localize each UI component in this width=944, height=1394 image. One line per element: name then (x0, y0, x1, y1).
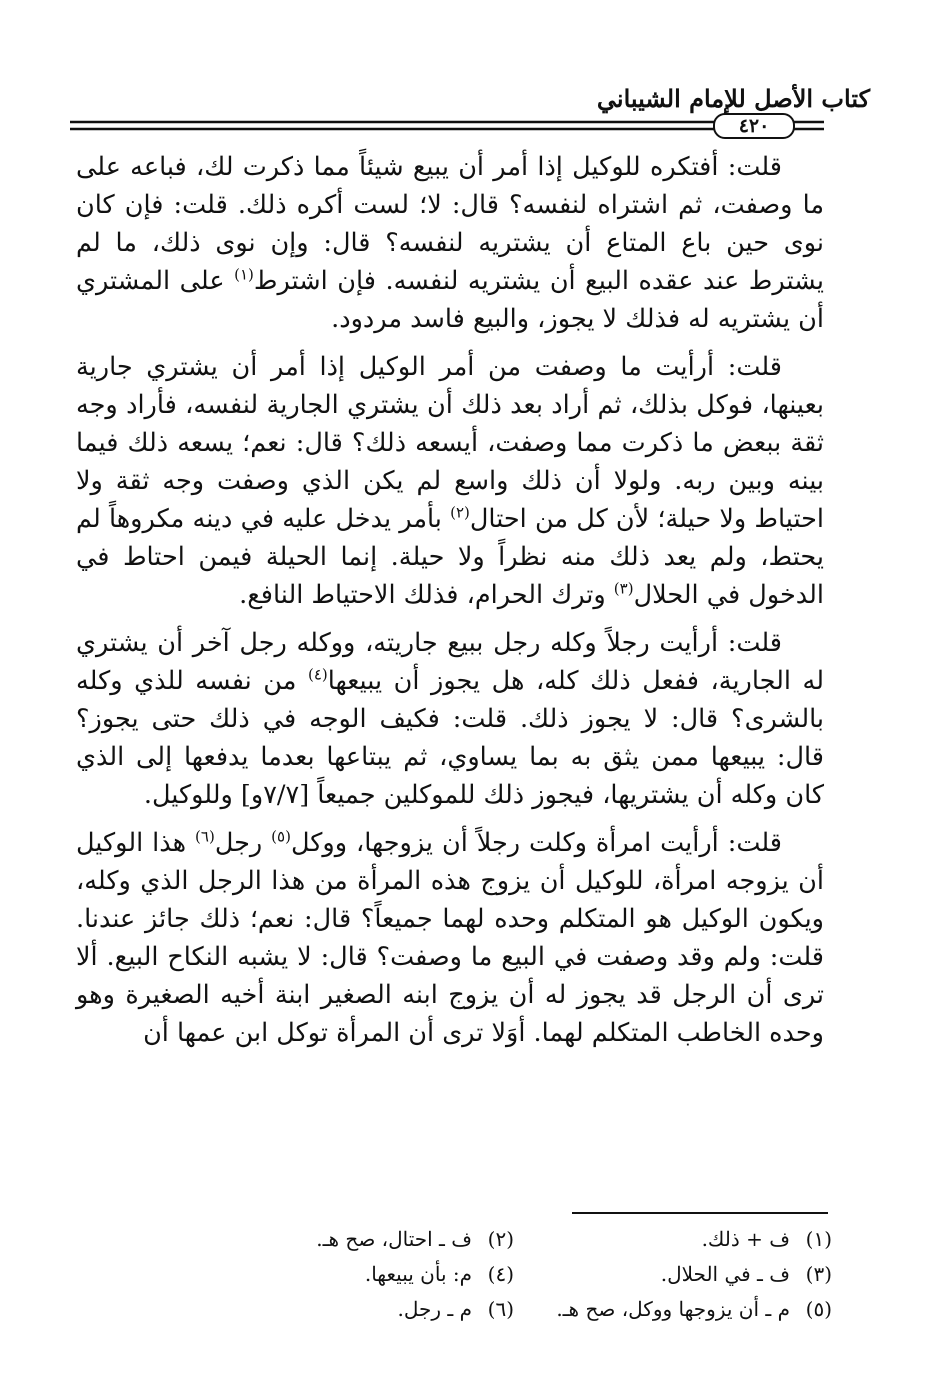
footnote-ref: (٣) (613, 579, 634, 598)
footnote-ref: (١) (234, 265, 254, 284)
footnote: (١)ف + ذلك. (701, 1227, 832, 1251)
footnote-separator (572, 1212, 828, 1214)
footnotes (180, 1222, 836, 1327)
footnote: (٥)م ـ أن يزوجها ووكل، صح هـ. (556, 1297, 832, 1321)
footnote-row (180, 1222, 836, 1257)
footnote-ref: (٢) (450, 503, 470, 522)
page-number: ٤٢٠ (713, 113, 795, 139)
paragraph: قلت: أفتكره للوكيل إذا أمر أن يبيع شيئاً مما ذكرت لك، فباعه على ما وصفت، ثم اشتراه لنفسه؟ قال: لا؛ لست أكره ذلك. قلت: فإن كان نوى حين باع المتاع أن يشتريه لنفسه؟ قال: وإن نوى ذلك، ما لم يشترط عند عقده البيع أن يشتريه لنفسه. فإن اشترط$^{(١)}$ على المشتري أن يشتريه له فذلك لا يجوز، والبيع فاسد مردود. (76, 152, 824, 334)
footnote-ref: (٤) (307, 665, 328, 684)
footnote: (٦)م ـ رجل. (397, 1297, 514, 1321)
footnote: (٣)ف ـ في الحلال. (660, 1262, 832, 1286)
running-header-title: كتاب الأصل للإمام الشيباني (596, 84, 870, 113)
footnote: (٢)ف ـ احتال، صح هـ. (316, 1227, 514, 1251)
footnote-row (180, 1257, 836, 1292)
body-text (76, 148, 824, 1062)
footnote-ref: (٦) (195, 827, 215, 846)
footnote: (٤)م: بأن يبيعها. (364, 1262, 514, 1286)
header-rule (70, 118, 824, 132)
footnote-row (180, 1292, 836, 1327)
paragraph: قلت: أرأيت رجلاً وكله رجل ببيع جاريته، ووكله رجل آخر أن يشتري له الجارية، ففعل ذلك كله، هل يجوز أن يبيعها$^{(٤)}$ من نفسه للذي وكله بالشرى؟ قال: لا يجوز ذلك. قلت: فكيف الوجه في ذلك حتى يجوز؟ قال: يبيعها ممن يثق به بما يساوي، ثم يبتاعها بعدما يدفعها إلى الذي كان وكله أن يشتريها، فيجوز ذلك للموكلين جميعاً [٧/٧و] وللوكيل. (76, 628, 824, 810)
paragraph: قلت: أرأيت امرأة وكلت رجلاً أن يزوجها، ووكل$^{(٥)}$ رجل$^{(٦)}$ هذا الوكيل أن يزوجه امرأة، للوكيل أن يزوج هذه المرأة من هذا الرجل الذي وكله، ويكون الوكيل هو المتكلم وحده لهما جميعاً؟ قال: نعم؛ ذلك جائز عندنا. قلت: ولم وقد وصفت في البيع ما وصفت؟ قال: لا يشبه النكاح البيع. ألا ترى أن الرجل قد يجوز له أن يزوج ابنه الصغير ابنة أخيه الصغيرة وهو وحده الخاطب المتكلم لهما. أوَلا ترى أن المرأة توكل ابن عمها أن (76, 827, 824, 1048)
paragraph: قلت: أرأيت ما وصفت من أمر الوكيل إذا أمر أن يشتري جارية بعينها، فوكل بذلك، ثم أراد بعد ذلك أن يشتري الجارية لنفسه، فأراد وجه ثقة ببعض ما ذكرت مما وصفت، أيسعه ذلك؟ قال: نعم؛ يسعه ذلك فيما بينه وبين ربه. ولولا أن ذلك واسع لم يكن الذي وصفت وجه ثقة ولا احتياط ولا حيلة؛ لأن كل من احتال$^{(٢)}$ بأمر يدخل عليه في دينه مكروهاً لم يحتط، ولم يعد ذلك منه نظراً ولا حيلة. إنما الحيلة فيمن احتاط في الدخول في الحلال$^{(٣)}$ وترك الحرام، فذلك الاحتياط النافع. (76, 352, 825, 610)
footnote-ref: (٥) (271, 827, 291, 846)
